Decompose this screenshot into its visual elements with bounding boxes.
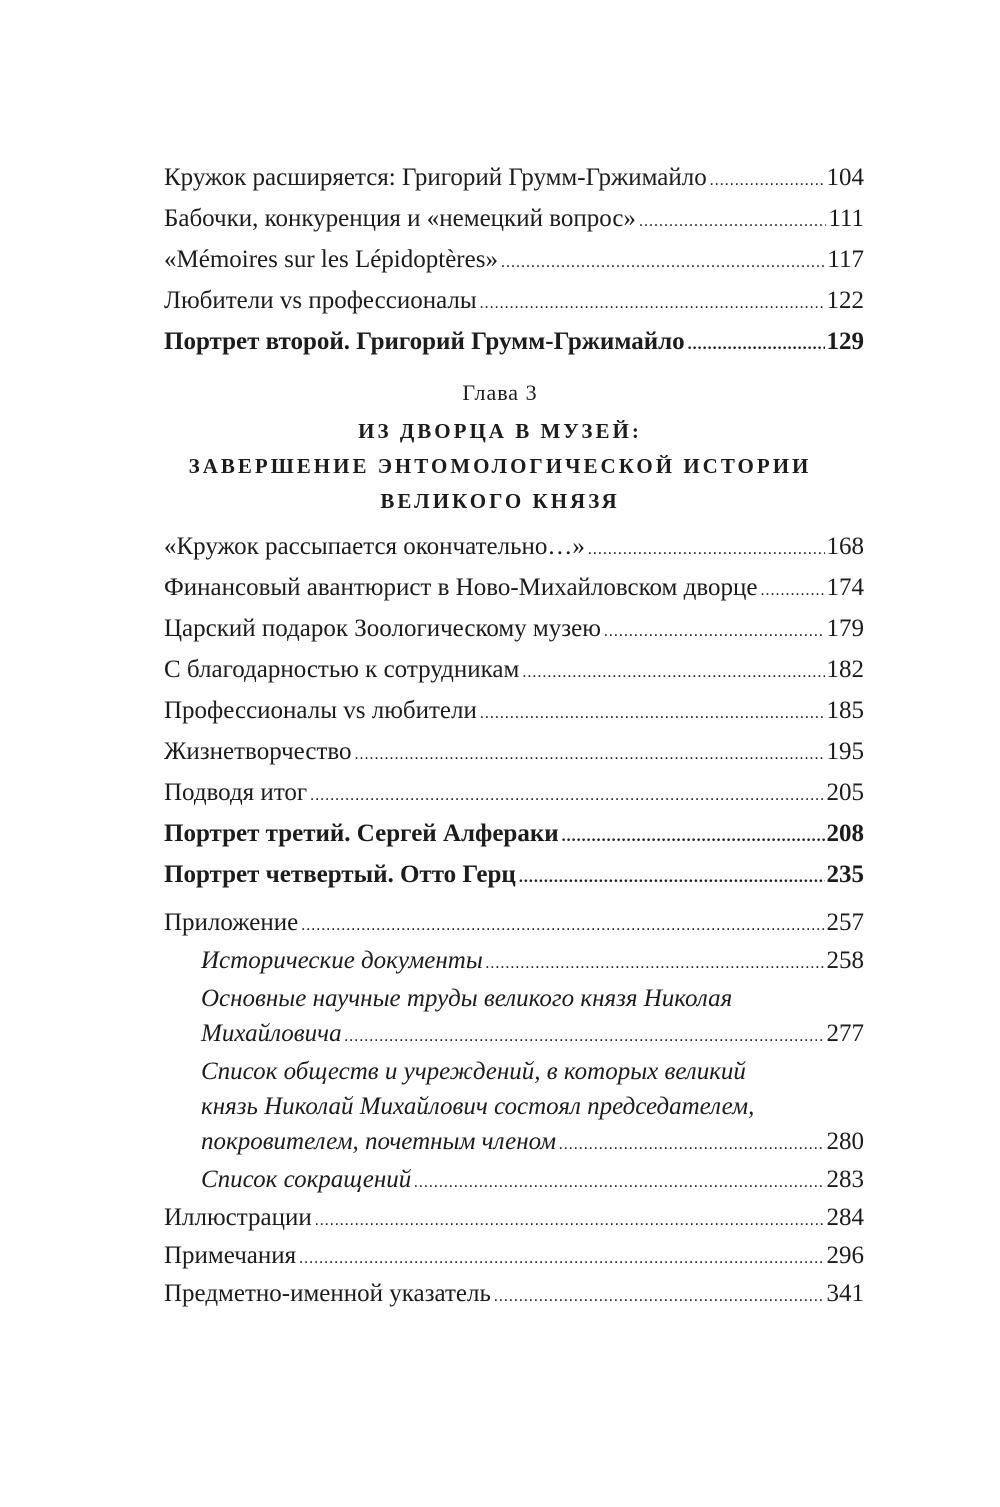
toc-entry-title: Приложение [164,909,299,936]
toc-entry-title: Финансовый авантюрист в Ново-Михайловском дворце [164,574,758,601]
toc-entry-page: 104 [826,164,864,191]
toc-entry-page: 235 [826,861,864,888]
toc-entry-page: 111 [828,205,864,232]
dot-leader [299,1241,824,1276]
dot-leader [519,859,825,897]
toc-entry[interactable] [164,528,864,569]
toc-entry-title: Любители vs профессионалы [164,287,477,314]
toc-entry-page: 296 [826,1242,864,1269]
dot-leader [315,1203,825,1238]
dot-leader [480,695,825,733]
toc-entry-portrait[interactable] [164,323,864,364]
toc-entry-page: 277 [826,1020,864,1047]
toc-subentry-line: князь Николай Михайлович состоял председателем, [201,1093,755,1120]
toc-entry-page: 257 [826,909,864,936]
toc-entry-page: 185 [826,697,864,724]
toc-entry-title: Царский подарок Зоологическому музею [164,615,601,642]
dot-leader [559,1127,824,1162]
dot-leader [486,946,825,981]
toc-entry-page: 168 [826,533,864,560]
toc-subentry[interactable] [164,1162,864,1200]
toc-entry[interactable] [164,1200,864,1238]
toc-entry-title: Подводя итог [164,779,308,806]
toc-entry-page: 129 [826,328,864,355]
toc-entry-page: 182 [826,656,864,683]
toc-subentry-line: Основные научные труды великого князя Николая [201,985,733,1012]
toc-entry-page: 195 [826,738,864,765]
dot-leader [688,326,825,364]
toc-entry-title: Примечания [164,1242,297,1269]
toc-entry[interactable] [164,159,864,200]
toc-entry-page: 122 [826,287,864,314]
toc-entry[interactable] [164,1238,864,1276]
toc-entry-page: 117 [827,246,864,273]
toc-section-chapter3 [164,528,864,897]
toc-entry-portrait[interactable] [164,815,864,856]
toc-entry-title: Профессионалы vs любители [164,697,477,724]
dot-leader [345,1019,825,1054]
toc-entry[interactable] [164,282,864,323]
dot-leader [494,1279,825,1314]
toc-entry-page: 284 [826,1204,864,1231]
toc-entry[interactable] [164,241,864,282]
toc-entry[interactable] [164,733,864,774]
dot-leader [639,203,826,241]
dot-leader [414,1165,824,1200]
toc-entry-title: Предметно-именной указатель [164,1280,491,1307]
toc-entry-page: 174 [826,574,864,601]
toc-entry-title: Бабочки, конкуренция и «немецкий вопрос» [164,205,636,232]
toc-entry-title: покровителем, почетным членом [201,1128,557,1155]
dot-leader [588,531,825,569]
toc-entry-title: «Кружок рассыпается окончательно…» [164,533,585,560]
chapter-title-line: ВЕЛИКОГО КНЯЗЯ [380,489,620,513]
dot-leader [355,736,825,774]
toc-entry-title: Жизнетворчество [164,738,352,765]
toc-subentry[interactable] [164,943,864,981]
toc-entry-title: Исторические документы [201,947,483,974]
toc-entry-title: «Mémoires sur les Lépidoptères» [164,246,498,273]
dot-leader [501,244,825,282]
toc-entry-title: Михайловича [201,1020,342,1047]
dot-leader [522,654,824,692]
toc-entry[interactable] [164,692,864,733]
toc-entry-page: 208 [826,820,864,847]
dot-leader [480,285,825,323]
toc-subentry-line: Список обществ и учреждений, в которых великий [201,1058,746,1085]
toc-entry[interactable] [164,200,864,241]
toc-entry-page: 258 [826,947,864,974]
toc-section-appendix [164,905,864,1314]
toc-entry-title: Портрет третий. Сергей Алфераки [164,820,559,847]
toc-entry-title: Список сокращений [201,1166,412,1193]
toc-entry[interactable] [164,610,864,651]
dot-leader [604,613,825,651]
toc-section-top [164,159,864,364]
toc-subentry[interactable] [164,1124,864,1162]
toc-entry-portrait[interactable] [164,856,864,897]
toc-entry-page: 341 [826,1280,864,1307]
dot-leader [310,777,824,815]
chapter-label: Глава 3 [462,380,538,405]
chapter-title [0,414,1000,519]
toc-entry-title: Иллюстрации [164,1204,312,1231]
dot-leader [562,818,825,856]
dot-leader [301,908,824,943]
toc-entry-appendix[interactable] [164,905,864,943]
toc-entry-page: 280 [826,1128,864,1155]
toc-entry[interactable] [164,651,864,692]
toc-entry-title: Кружок расширяется: Григорий Грумм-Гржимайло [164,164,707,191]
dot-leader [710,162,825,200]
chapter-title-line: ИЗ ДВОРЦА В МУЗЕЙ: [358,419,642,443]
toc-entry-page: 205 [826,779,864,806]
toc-entry[interactable] [164,569,864,610]
toc-entry-page: 283 [826,1166,864,1193]
toc-subentry[interactable] [164,1016,864,1054]
toc-entry[interactable] [164,774,864,815]
chapter-title-line: ЗАВЕРШЕНИЕ ЭНТОМОЛОГИЧЕСКОЙ ИСТОРИИ [188,454,812,478]
toc-entry-title: Портрет четвертый. Отто Герц [164,861,516,888]
toc-entry-title: С благодарностью к сотрудникам [164,656,520,683]
dot-leader [760,572,824,610]
toc-entry-title: Портрет второй. Григорий Грумм-Гржимайло [164,328,685,355]
toc-entry-page: 179 [826,615,864,642]
toc-entry[interactable] [164,1276,864,1314]
